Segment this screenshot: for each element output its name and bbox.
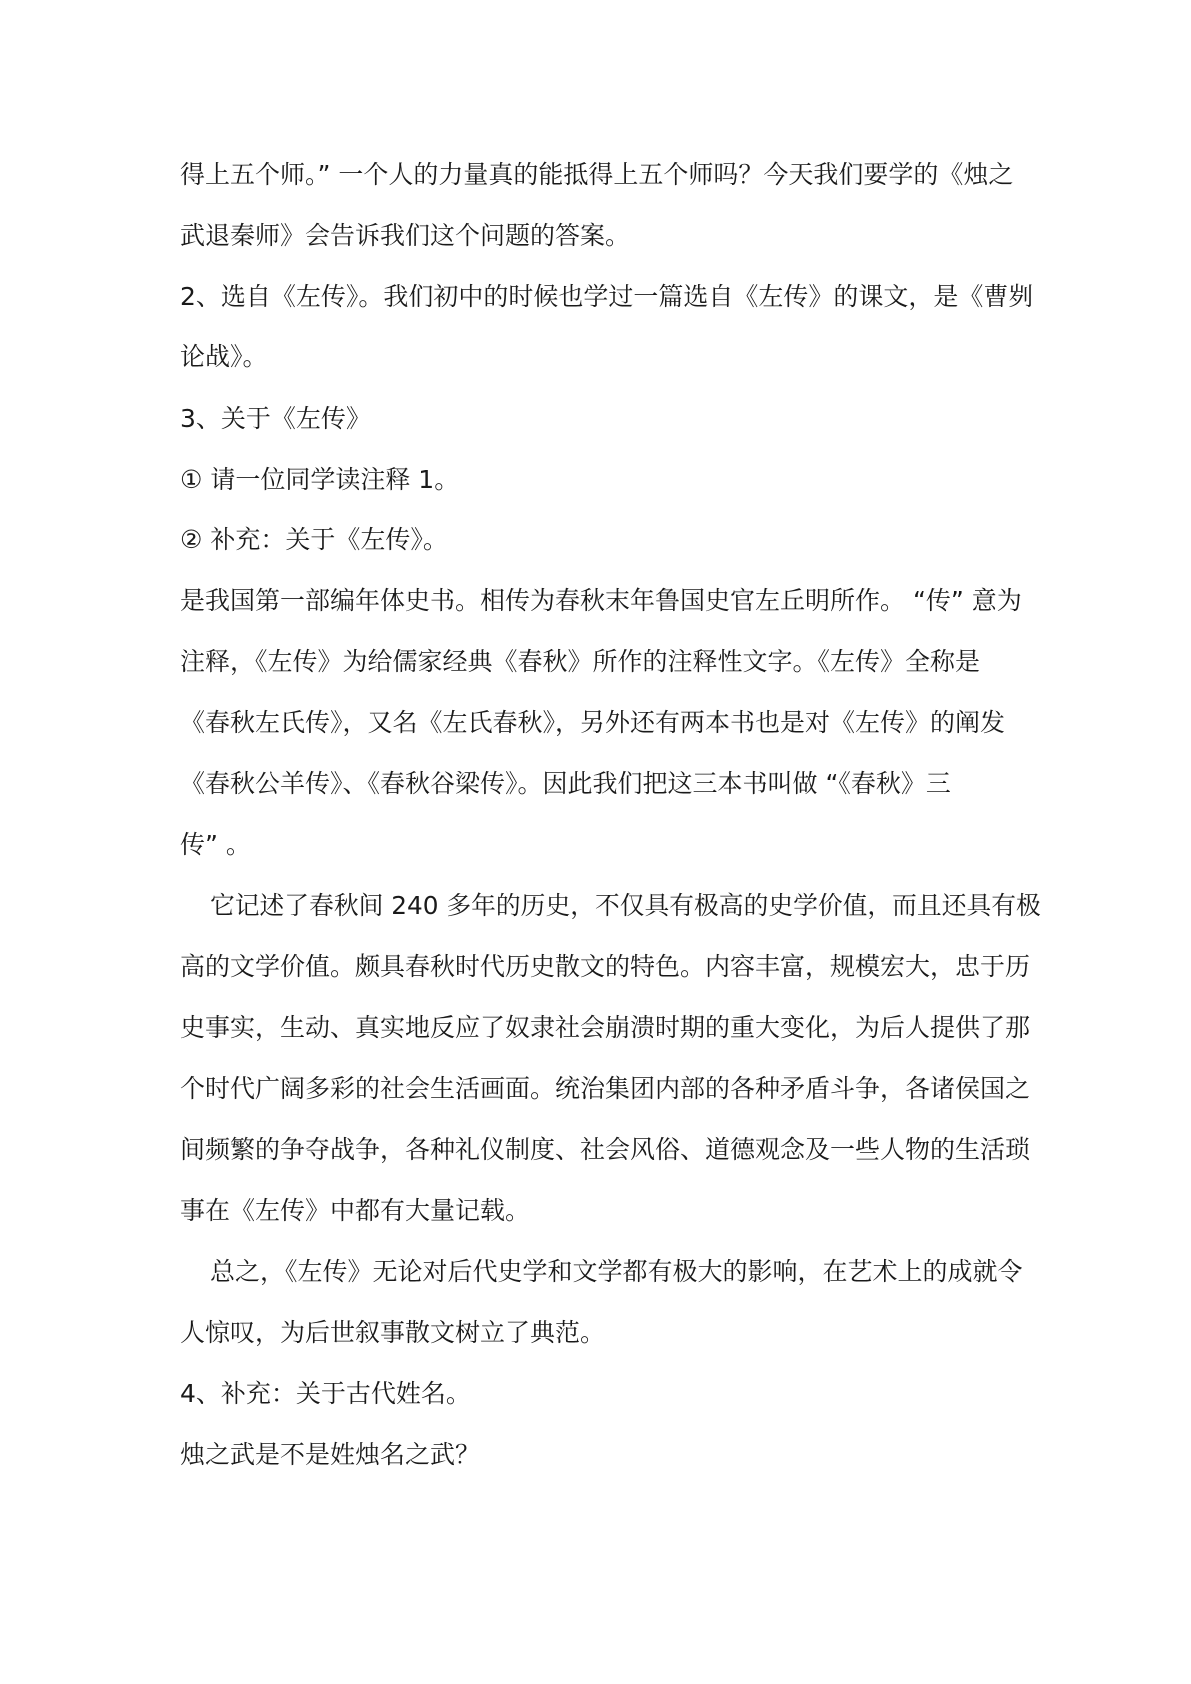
- text-line: 《春秋左氏传》，又名《左氏春秋》，另外还有两本书也是对《左传》的阐发: [180, 708, 1006, 737]
- text-line: 《春秋公羊传》、《春秋谷梁传》。因此我们把这三本书叫做 “《春秋》三: [180, 769, 951, 798]
- text-line: 个时代广阔多彩的社会生活画面。统治集团内部的各种矛盾斗争，各诸侯国之: [180, 1074, 1031, 1103]
- text-line: 它记述了春秋间 240 多年的历史，不仅具有极高的史学价值，而且还具有极: [210, 891, 1041, 920]
- list-item: ② 补充：关于《左传》。: [180, 525, 448, 554]
- text-line: 总之，《左传》无论对后代史学和文学都有极大的影响，在艺术上的成就令: [210, 1257, 1023, 1286]
- text-line: 武退秦师》会告诉我们这个问题的答案。: [180, 221, 631, 250]
- text-line: 2、选自《左传》。我们初中的时候也学过一篇选自《左传》的课文，是《曹刿: [180, 282, 1034, 311]
- list-item: ① 请一位同学读注释 1。: [180, 465, 460, 494]
- section-heading: 4、补充：关于古代姓名。: [180, 1379, 471, 1408]
- text-line: 人惊叹，为后世叙事散文树立了典范。: [180, 1318, 606, 1347]
- text-line: 事在《左传》中都有大量记载。: [180, 1196, 531, 1225]
- text-line: 烛之武是不是姓烛名之武？: [180, 1440, 481, 1469]
- text-line: 得上五个师。” 一个人的力量真的能抵得上五个师吗？今天我们要学的《烛之: [180, 160, 1014, 189]
- text-line: 高的文学价值。颇具春秋时代历史散文的特色。内容丰富，规模宏大，忠于历: [180, 952, 1031, 981]
- text-line: 史事实，生动、真实地反应了奴隶社会崩溃时期的重大变化，为后人提供了那: [180, 1013, 1031, 1042]
- text-line: 论战》。: [180, 342, 268, 371]
- text-line: 传” 。: [180, 830, 251, 859]
- text-line: 间频繁的争夺战争，各种礼仪制度、社会风俗、道德观念及一些人物的生活琐: [180, 1135, 1031, 1164]
- text-line: 是我国第一部编年体史书。相传为春秋末年鲁国史官左丘明所作。 “传” 意为: [180, 586, 1022, 615]
- section-heading: 3、关于《左传》: [180, 404, 371, 433]
- text-line: 注释，《左传》为给儒家经典《春秋》所作的注释性文字。《左传》全称是: [180, 647, 981, 676]
